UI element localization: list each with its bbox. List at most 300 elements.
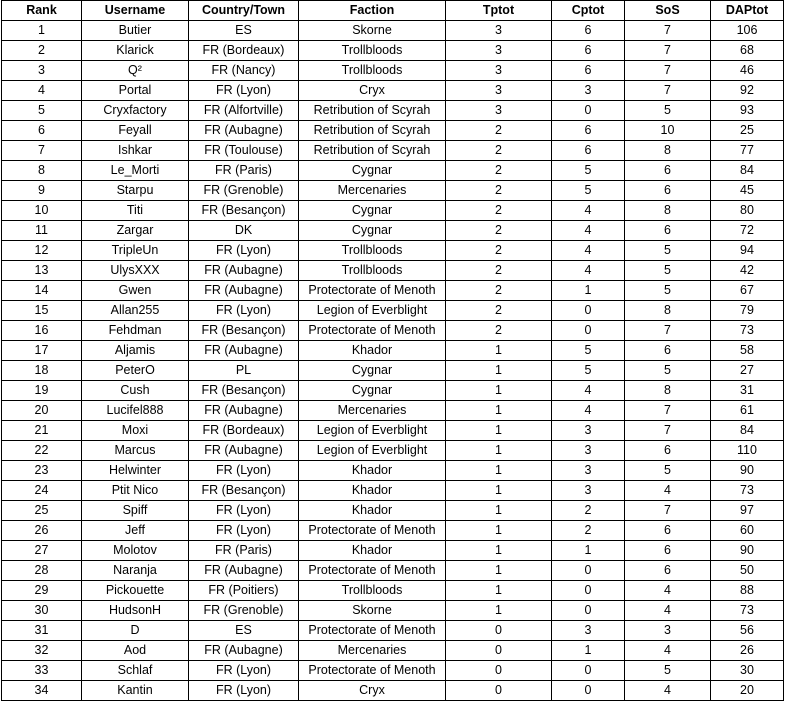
cell-cptot: 1 — [552, 281, 625, 301]
cell-sos: 5 — [625, 361, 711, 381]
cell-sos: 7 — [625, 501, 711, 521]
cell-username: Feyall — [82, 121, 189, 141]
cell-sos: 4 — [625, 601, 711, 621]
cell-faction: Mercenaries — [299, 401, 446, 421]
cell-username: Cryxfactory — [82, 101, 189, 121]
cell-country-town: FR (Lyon) — [189, 81, 299, 101]
cell-rank: 16 — [2, 321, 82, 341]
cell-cptot: 0 — [552, 681, 625, 701]
cell-cptot: 6 — [552, 41, 625, 61]
cell-daptot: 30 — [711, 661, 784, 681]
cell-tptot: 3 — [446, 41, 552, 61]
cell-daptot: 58 — [711, 341, 784, 361]
cell-country-town: FR (Nancy) — [189, 61, 299, 81]
cell-faction: Trollbloods — [299, 261, 446, 281]
cell-daptot: 84 — [711, 421, 784, 441]
cell-faction: Protectorate of Menoth — [299, 561, 446, 581]
cell-country-town: DK — [189, 221, 299, 241]
ranking-table — [1, 0, 784, 701]
cell-faction: Retribution of Scyrah — [299, 121, 446, 141]
cell-country-town: FR (Aubagne) — [189, 261, 299, 281]
cell-tptot: 0 — [446, 681, 552, 701]
table-row — [2, 321, 784, 341]
cell-country-town: FR (Aubagne) — [189, 641, 299, 661]
cell-country-town: ES — [189, 621, 299, 641]
cell-rank: 4 — [2, 81, 82, 101]
column-header-username: Username — [82, 1, 189, 21]
cell-sos: 8 — [625, 201, 711, 221]
cell-cptot: 2 — [552, 501, 625, 521]
table-row — [2, 641, 784, 661]
cell-username: Allan255 — [82, 301, 189, 321]
cell-tptot: 1 — [446, 441, 552, 461]
cell-username: Zargar — [82, 221, 189, 241]
cell-sos: 6 — [625, 521, 711, 541]
cell-sos: 7 — [625, 421, 711, 441]
cell-faction: Mercenaries — [299, 181, 446, 201]
cell-faction: Cryx — [299, 681, 446, 701]
cell-tptot: 3 — [446, 101, 552, 121]
table-row — [2, 61, 784, 81]
cell-tptot: 3 — [446, 21, 552, 41]
table-row — [2, 261, 784, 281]
column-header-cptot: Cptot — [552, 1, 625, 21]
cell-country-town: PL — [189, 361, 299, 381]
cell-sos: 6 — [625, 341, 711, 361]
cell-rank: 20 — [2, 401, 82, 421]
cell-faction: Retribution of Scyrah — [299, 101, 446, 121]
table-row — [2, 601, 784, 621]
cell-daptot: 45 — [711, 181, 784, 201]
cell-rank: 19 — [2, 381, 82, 401]
cell-tptot: 0 — [446, 661, 552, 681]
cell-cptot: 3 — [552, 441, 625, 461]
cell-username: Pickouette — [82, 581, 189, 601]
table-row — [2, 221, 784, 241]
cell-username: Jeff — [82, 521, 189, 541]
cell-daptot: 20 — [711, 681, 784, 701]
cell-daptot: 73 — [711, 601, 784, 621]
cell-country-town: FR (Aubagne) — [189, 401, 299, 421]
cell-faction: Cygnar — [299, 221, 446, 241]
cell-rank: 9 — [2, 181, 82, 201]
cell-rank: 25 — [2, 501, 82, 521]
cell-daptot: 88 — [711, 581, 784, 601]
cell-tptot: 1 — [446, 461, 552, 481]
cell-daptot: 90 — [711, 461, 784, 481]
cell-sos: 6 — [625, 181, 711, 201]
cell-faction: Cygnar — [299, 361, 446, 381]
cell-faction: Protectorate of Menoth — [299, 621, 446, 641]
cell-daptot: 79 — [711, 301, 784, 321]
cell-username: Portal — [82, 81, 189, 101]
cell-rank: 14 — [2, 281, 82, 301]
cell-tptot: 2 — [446, 241, 552, 261]
table-row — [2, 661, 784, 681]
column-header-tptot: Tptot — [446, 1, 552, 21]
cell-rank: 21 — [2, 421, 82, 441]
cell-cptot: 4 — [552, 381, 625, 401]
cell-country-town: FR (Poitiers) — [189, 581, 299, 601]
cell-tptot: 0 — [446, 641, 552, 661]
table-row — [2, 341, 784, 361]
cell-sos: 6 — [625, 161, 711, 181]
cell-country-town: FR (Bordeaux) — [189, 41, 299, 61]
cell-country-town: FR (Paris) — [189, 541, 299, 561]
cell-daptot: 25 — [711, 121, 784, 141]
cell-daptot: 42 — [711, 261, 784, 281]
cell-username: Ptit Nico — [82, 481, 189, 501]
table-row — [2, 121, 784, 141]
cell-sos: 5 — [625, 241, 711, 261]
cell-sos: 5 — [625, 661, 711, 681]
cell-rank: 24 — [2, 481, 82, 501]
table-row — [2, 21, 784, 41]
cell-sos: 7 — [625, 21, 711, 41]
cell-rank: 34 — [2, 681, 82, 701]
cell-faction: Legion of Everblight — [299, 421, 446, 441]
cell-country-town: FR (Aubagne) — [189, 561, 299, 581]
cell-cptot: 1 — [552, 641, 625, 661]
cell-tptot: 2 — [446, 301, 552, 321]
column-header-faction: Faction — [299, 1, 446, 21]
cell-tptot: 2 — [446, 161, 552, 181]
cell-rank: 32 — [2, 641, 82, 661]
cell-sos: 4 — [625, 581, 711, 601]
cell-faction: Cygnar — [299, 381, 446, 401]
cell-cptot: 0 — [552, 581, 625, 601]
cell-username: PeterO — [82, 361, 189, 381]
cell-tptot: 1 — [446, 581, 552, 601]
table-row — [2, 41, 784, 61]
cell-username: Gwen — [82, 281, 189, 301]
cell-cptot: 5 — [552, 341, 625, 361]
cell-rank: 30 — [2, 601, 82, 621]
cell-username: D — [82, 621, 189, 641]
cell-sos: 6 — [625, 441, 711, 461]
cell-tptot: 1 — [446, 421, 552, 441]
table-row — [2, 161, 784, 181]
cell-daptot: 67 — [711, 281, 784, 301]
cell-country-town: FR (Grenoble) — [189, 181, 299, 201]
cell-sos: 7 — [625, 41, 711, 61]
cell-cptot: 5 — [552, 181, 625, 201]
table-row — [2, 481, 784, 501]
cell-tptot: 1 — [446, 361, 552, 381]
table-row — [2, 381, 784, 401]
cell-daptot: 90 — [711, 541, 784, 561]
cell-tptot: 2 — [446, 121, 552, 141]
cell-daptot: 72 — [711, 221, 784, 241]
table-row — [2, 421, 784, 441]
cell-rank: 15 — [2, 301, 82, 321]
cell-sos: 4 — [625, 681, 711, 701]
cell-faction: Protectorate of Menoth — [299, 321, 446, 341]
cell-daptot: 92 — [711, 81, 784, 101]
cell-cptot: 3 — [552, 421, 625, 441]
cell-cptot: 3 — [552, 81, 625, 101]
cell-daptot: 77 — [711, 141, 784, 161]
cell-faction: Legion of Everblight — [299, 441, 446, 461]
cell-faction: Skorne — [299, 21, 446, 41]
cell-rank: 12 — [2, 241, 82, 261]
cell-sos: 8 — [625, 301, 711, 321]
cell-faction: Cryx — [299, 81, 446, 101]
cell-country-town: FR (Aubagne) — [189, 121, 299, 141]
cell-cptot: 0 — [552, 301, 625, 321]
cell-cptot: 4 — [552, 261, 625, 281]
cell-daptot: 26 — [711, 641, 784, 661]
cell-cptot: 5 — [552, 361, 625, 381]
cell-faction: Mercenaries — [299, 641, 446, 661]
cell-tptot: 2 — [446, 281, 552, 301]
cell-faction: Protectorate of Menoth — [299, 281, 446, 301]
cell-username: Lucifel888 — [82, 401, 189, 421]
cell-daptot: 46 — [711, 61, 784, 81]
cell-cptot: 0 — [552, 321, 625, 341]
cell-daptot: 68 — [711, 41, 784, 61]
cell-username: Molotov — [82, 541, 189, 561]
cell-sos: 6 — [625, 221, 711, 241]
cell-country-town: ES — [189, 21, 299, 41]
cell-cptot: 3 — [552, 621, 625, 641]
table-row — [2, 461, 784, 481]
cell-rank: 17 — [2, 341, 82, 361]
cell-country-town: FR (Besançon) — [189, 201, 299, 221]
cell-tptot: 0 — [446, 621, 552, 641]
cell-username: Klarick — [82, 41, 189, 61]
cell-daptot: 31 — [711, 381, 784, 401]
cell-sos: 8 — [625, 381, 711, 401]
table-row — [2, 281, 784, 301]
cell-country-town: FR (Besançon) — [189, 321, 299, 341]
cell-daptot: 93 — [711, 101, 784, 121]
table-row — [2, 101, 784, 121]
cell-rank: 31 — [2, 621, 82, 641]
cell-tptot: 1 — [446, 341, 552, 361]
cell-rank: 8 — [2, 161, 82, 181]
cell-cptot: 6 — [552, 141, 625, 161]
cell-daptot: 73 — [711, 321, 784, 341]
cell-cptot: 4 — [552, 201, 625, 221]
cell-sos: 7 — [625, 321, 711, 341]
cell-rank: 27 — [2, 541, 82, 561]
table-row — [2, 181, 784, 201]
cell-sos: 4 — [625, 481, 711, 501]
cell-sos: 6 — [625, 541, 711, 561]
table-row — [2, 521, 784, 541]
cell-sos: 7 — [625, 401, 711, 421]
cell-cptot: 0 — [552, 101, 625, 121]
cell-faction: Khador — [299, 481, 446, 501]
cell-rank: 13 — [2, 261, 82, 281]
cell-country-town: FR (Lyon) — [189, 681, 299, 701]
table-row — [2, 201, 784, 221]
cell-rank: 29 — [2, 581, 82, 601]
table-row — [2, 501, 784, 521]
cell-tptot: 1 — [446, 601, 552, 621]
cell-username: Schlaf — [82, 661, 189, 681]
cell-rank: 1 — [2, 21, 82, 41]
cell-tptot: 2 — [446, 181, 552, 201]
cell-username: Ishkar — [82, 141, 189, 161]
cell-tptot: 2 — [446, 201, 552, 221]
cell-country-town: FR (Lyon) — [189, 241, 299, 261]
cell-username: TripleUn — [82, 241, 189, 261]
cell-sos: 5 — [625, 261, 711, 281]
cell-country-town: FR (Aubagne) — [189, 281, 299, 301]
cell-cptot: 0 — [552, 661, 625, 681]
cell-sos: 5 — [625, 461, 711, 481]
cell-country-town: FR (Lyon) — [189, 661, 299, 681]
cell-faction: Khador — [299, 341, 446, 361]
column-header-sos: SoS — [625, 1, 711, 21]
cell-daptot: 60 — [711, 521, 784, 541]
cell-faction: Cygnar — [299, 161, 446, 181]
cell-tptot: 2 — [446, 221, 552, 241]
cell-tptot: 1 — [446, 501, 552, 521]
cell-tptot: 1 — [446, 541, 552, 561]
cell-cptot: 2 — [552, 521, 625, 541]
cell-username: Naranja — [82, 561, 189, 581]
column-header-daptot: DAPtot — [711, 1, 784, 21]
cell-cptot: 6 — [552, 61, 625, 81]
cell-cptot: 0 — [552, 561, 625, 581]
cell-daptot: 110 — [711, 441, 784, 461]
table-row — [2, 621, 784, 641]
cell-rank: 7 — [2, 141, 82, 161]
cell-cptot: 5 — [552, 161, 625, 181]
cell-tptot: 2 — [446, 261, 552, 281]
cell-daptot: 97 — [711, 501, 784, 521]
cell-daptot: 73 — [711, 481, 784, 501]
cell-cptot: 4 — [552, 401, 625, 421]
cell-cptot: 3 — [552, 481, 625, 501]
cell-faction: Skorne — [299, 601, 446, 621]
cell-faction: Retribution of Scyrah — [299, 141, 446, 161]
table-row — [2, 301, 784, 321]
cell-country-town: FR (Bordeaux) — [189, 421, 299, 441]
cell-faction: Protectorate of Menoth — [299, 521, 446, 541]
cell-rank: 28 — [2, 561, 82, 581]
cell-country-town: FR (Paris) — [189, 161, 299, 181]
cell-cptot: 6 — [552, 121, 625, 141]
cell-country-town: FR (Toulouse) — [189, 141, 299, 161]
cell-country-town: FR (Aubagne) — [189, 441, 299, 461]
cell-faction: Cygnar — [299, 201, 446, 221]
table-body — [2, 21, 784, 701]
cell-tptot: 2 — [446, 141, 552, 161]
cell-username: Q² — [82, 61, 189, 81]
cell-username: UlysXXX — [82, 261, 189, 281]
cell-username: Helwinter — [82, 461, 189, 481]
table-row — [2, 81, 784, 101]
cell-cptot: 6 — [552, 21, 625, 41]
cell-rank: 23 — [2, 461, 82, 481]
cell-sos: 7 — [625, 61, 711, 81]
cell-sos: 5 — [625, 101, 711, 121]
table-row — [2, 561, 784, 581]
cell-username: Spiff — [82, 501, 189, 521]
cell-rank: 26 — [2, 521, 82, 541]
cell-rank: 18 — [2, 361, 82, 381]
column-header-country-town: Country/Town — [189, 1, 299, 21]
cell-cptot: 3 — [552, 461, 625, 481]
cell-username: Le_Morti — [82, 161, 189, 181]
cell-username: Moxi — [82, 421, 189, 441]
cell-country-town: FR (Lyon) — [189, 461, 299, 481]
table-row — [2, 241, 784, 261]
cell-tptot: 3 — [446, 61, 552, 81]
cell-rank: 6 — [2, 121, 82, 141]
cell-username: Starpu — [82, 181, 189, 201]
table-row — [2, 681, 784, 701]
cell-sos: 6 — [625, 561, 711, 581]
table-row — [2, 541, 784, 561]
cell-username: Aod — [82, 641, 189, 661]
table-row — [2, 361, 784, 381]
cell-tptot: 1 — [446, 381, 552, 401]
cell-sos: 10 — [625, 121, 711, 141]
cell-faction: Khador — [299, 461, 446, 481]
cell-country-town: FR (Grenoble) — [189, 601, 299, 621]
table-row — [2, 141, 784, 161]
cell-sos: 5 — [625, 281, 711, 301]
cell-cptot: 1 — [552, 541, 625, 561]
cell-rank: 10 — [2, 201, 82, 221]
cell-username: HudsonH — [82, 601, 189, 621]
cell-sos: 7 — [625, 81, 711, 101]
cell-username: Kantin — [82, 681, 189, 701]
cell-sos: 3 — [625, 621, 711, 641]
cell-faction: Trollbloods — [299, 41, 446, 61]
cell-tptot: 1 — [446, 561, 552, 581]
cell-daptot: 106 — [711, 21, 784, 41]
cell-username: Fehdman — [82, 321, 189, 341]
cell-cptot: 4 — [552, 221, 625, 241]
cell-rank: 22 — [2, 441, 82, 461]
cell-faction: Trollbloods — [299, 61, 446, 81]
cell-country-town: FR (Lyon) — [189, 501, 299, 521]
cell-username: Titi — [82, 201, 189, 221]
cell-daptot: 61 — [711, 401, 784, 421]
table-row — [2, 581, 784, 601]
cell-rank: 5 — [2, 101, 82, 121]
cell-tptot: 1 — [446, 521, 552, 541]
cell-tptot: 1 — [446, 401, 552, 421]
cell-country-town: FR (Lyon) — [189, 301, 299, 321]
cell-username: Marcus — [82, 441, 189, 461]
cell-username: Aljamis — [82, 341, 189, 361]
cell-daptot: 94 — [711, 241, 784, 261]
cell-faction: Khador — [299, 501, 446, 521]
cell-country-town: FR (Besançon) — [189, 381, 299, 401]
cell-daptot: 50 — [711, 561, 784, 581]
cell-faction: Legion of Everblight — [299, 301, 446, 321]
table-row — [2, 401, 784, 421]
cell-rank: 2 — [2, 41, 82, 61]
cell-cptot: 0 — [552, 601, 625, 621]
cell-daptot: 27 — [711, 361, 784, 381]
cell-cptot: 4 — [552, 241, 625, 261]
cell-tptot: 3 — [446, 81, 552, 101]
cell-sos: 4 — [625, 641, 711, 661]
cell-username: Cush — [82, 381, 189, 401]
cell-rank: 33 — [2, 661, 82, 681]
cell-country-town: FR (Aubagne) — [189, 341, 299, 361]
cell-country-town: FR (Besançon) — [189, 481, 299, 501]
cell-faction: Trollbloods — [299, 581, 446, 601]
